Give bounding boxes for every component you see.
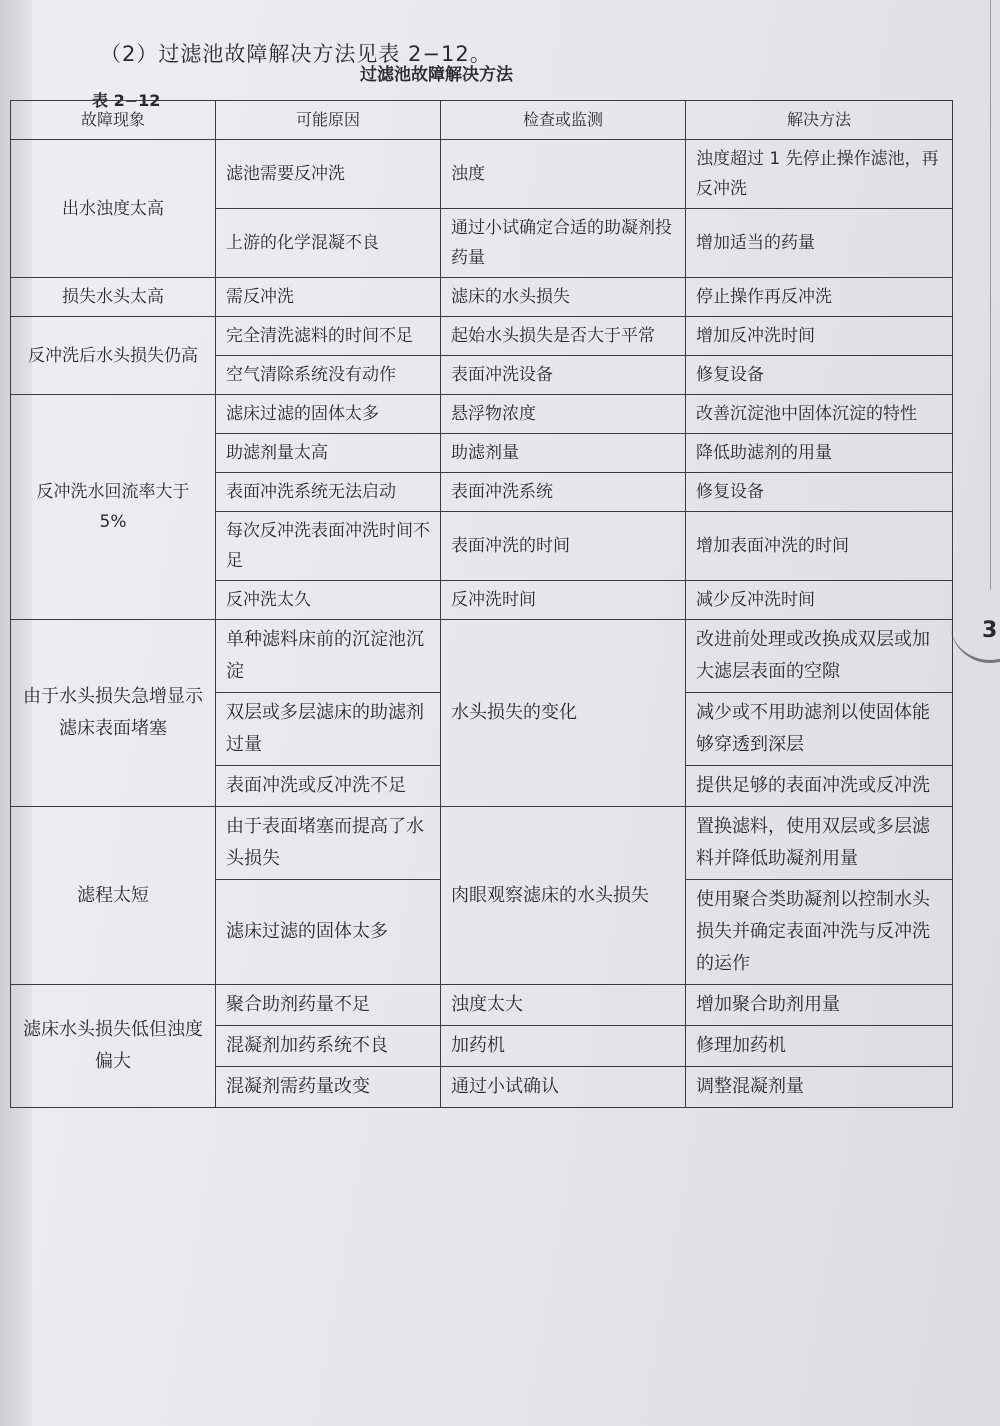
check-cell: 悬浮物浓度	[441, 395, 686, 434]
column-header-symptom: 故障现象	[11, 101, 216, 140]
cause-cell: 反冲洗太久	[216, 581, 441, 620]
table-title: 过滤池故障解决方法	[360, 65, 513, 85]
cause-cell: 混凝剂加药系统不良	[216, 1026, 441, 1067]
table-row	[11, 620, 953, 693]
solution-cell: 使用聚合类助凝剂以控制水头损失并确定表面冲洗与反冲洗的运作	[686, 880, 953, 985]
solution-cell: 修理加药机	[686, 1026, 953, 1067]
symptom-cell: 滤程太短	[11, 807, 216, 985]
check-cell: 表面冲洗的时间	[441, 512, 686, 581]
solution-cell: 置换滤料，使用双层或多层滤料并降低助凝剂用量	[686, 807, 953, 880]
solution-cell: 增加反冲洗时间	[686, 317, 953, 356]
table-row	[11, 985, 953, 1026]
column-header-check: 检查或监测	[441, 101, 686, 140]
check-cell: 通过小试确定合适的助凝剂投药量	[441, 209, 686, 278]
column-header-solution: 解决方法	[686, 101, 953, 140]
check-cell: 表面冲洗系统	[441, 473, 686, 512]
cause-cell: 需反冲洗	[216, 278, 441, 317]
check-cell: 水头损失的变化	[441, 620, 686, 807]
check-cell: 助滤剂量	[441, 434, 686, 473]
solution-cell: 增加聚合助剂用量	[686, 985, 953, 1026]
cause-cell: 空气清除系统没有动作	[216, 356, 441, 395]
solution-cell: 调整混凝剂量	[686, 1067, 953, 1108]
cause-cell: 上游的化学混凝不良	[216, 209, 441, 278]
check-cell: 浊度太大	[441, 985, 686, 1026]
cause-cell: 每次反冲洗表面冲洗时间不足	[216, 512, 441, 581]
cause-cell: 表面冲洗或反冲洗不足	[216, 766, 441, 807]
fault-table	[10, 100, 953, 1108]
table-row	[11, 395, 953, 434]
symptom-cell: 反冲洗水回流率大于 5%	[11, 395, 216, 620]
table-row	[11, 317, 953, 356]
cause-cell: 助滤剂量太高	[216, 434, 441, 473]
table-header-row	[11, 101, 953, 140]
check-cell: 通过小试确认	[441, 1067, 686, 1108]
check-cell: 滤床的水头损失	[441, 278, 686, 317]
solution-cell: 增加表面冲洗的时间	[686, 512, 953, 581]
cause-cell: 表面冲洗系统无法启动	[216, 473, 441, 512]
cause-cell: 滤床过滤的固体太多	[216, 880, 441, 985]
solution-cell: 提供足够的表面冲洗或反冲洗	[686, 766, 953, 807]
solution-cell: 减少反冲洗时间	[686, 581, 953, 620]
solution-cell: 修复设备	[686, 356, 953, 395]
cause-cell: 单种滤料床前的沉淀池沉淀	[216, 620, 441, 693]
symptom-cell: 反冲洗后水头损失仍高	[11, 317, 216, 395]
symptom-cell: 损失水头太高	[11, 278, 216, 317]
cause-cell: 聚合助剂药量不足	[216, 985, 441, 1026]
solution-cell: 减少或不用助滤剂以使固体能够穿透到深层	[686, 693, 953, 766]
intro-text: （2）过滤池故障解决方法见表 2−12。	[100, 42, 492, 66]
table-row	[11, 140, 953, 209]
symptom-cell: 由于水头损失急增显示滤床表面堵塞	[11, 620, 216, 807]
solution-cell: 增加适当的药量	[686, 209, 953, 278]
margin-rule	[990, 0, 991, 590]
solution-cell: 浊度超过 1 先停止操作滤池，再反冲洗	[686, 140, 953, 209]
solution-cell: 停止操作再反冲洗	[686, 278, 953, 317]
page-number: 3	[982, 618, 998, 643]
check-cell: 起始水头损失是否大于平常	[441, 317, 686, 356]
cause-cell: 完全清洗滤料的时间不足	[216, 317, 441, 356]
solution-cell: 改善沉淀池中固体沉淀的特性	[686, 395, 953, 434]
table-row	[11, 807, 953, 880]
check-cell: 浊度	[441, 140, 686, 209]
solution-cell: 修复设备	[686, 473, 953, 512]
cause-cell: 滤床过滤的固体太多	[216, 395, 441, 434]
table-row	[11, 278, 953, 317]
solution-cell: 降低助滤剂的用量	[686, 434, 953, 473]
cause-cell: 双层或多层滤床的助滤剂过量	[216, 693, 441, 766]
check-cell: 肉眼观察滤床的水头损失	[441, 807, 686, 985]
symptom-cell: 出水浊度太高	[11, 140, 216, 278]
solution-cell: 改进前处理或改换成双层或加大滤层表面的空隙	[686, 620, 953, 693]
cause-cell: 由于表面堵塞而提高了水头损失	[216, 807, 441, 880]
column-header-cause: 可能原因	[216, 101, 441, 140]
cause-cell: 滤池需要反冲洗	[216, 140, 441, 209]
symptom-cell: 滤床水头损失低但浊度偏大	[11, 985, 216, 1108]
check-cell: 加药机	[441, 1026, 686, 1067]
table-label: 表 2−12	[92, 91, 161, 110]
check-cell: 反冲洗时间	[441, 581, 686, 620]
check-cell: 表面冲洗设备	[441, 356, 686, 395]
cause-cell: 混凝剂需药量改变	[216, 1067, 441, 1108]
